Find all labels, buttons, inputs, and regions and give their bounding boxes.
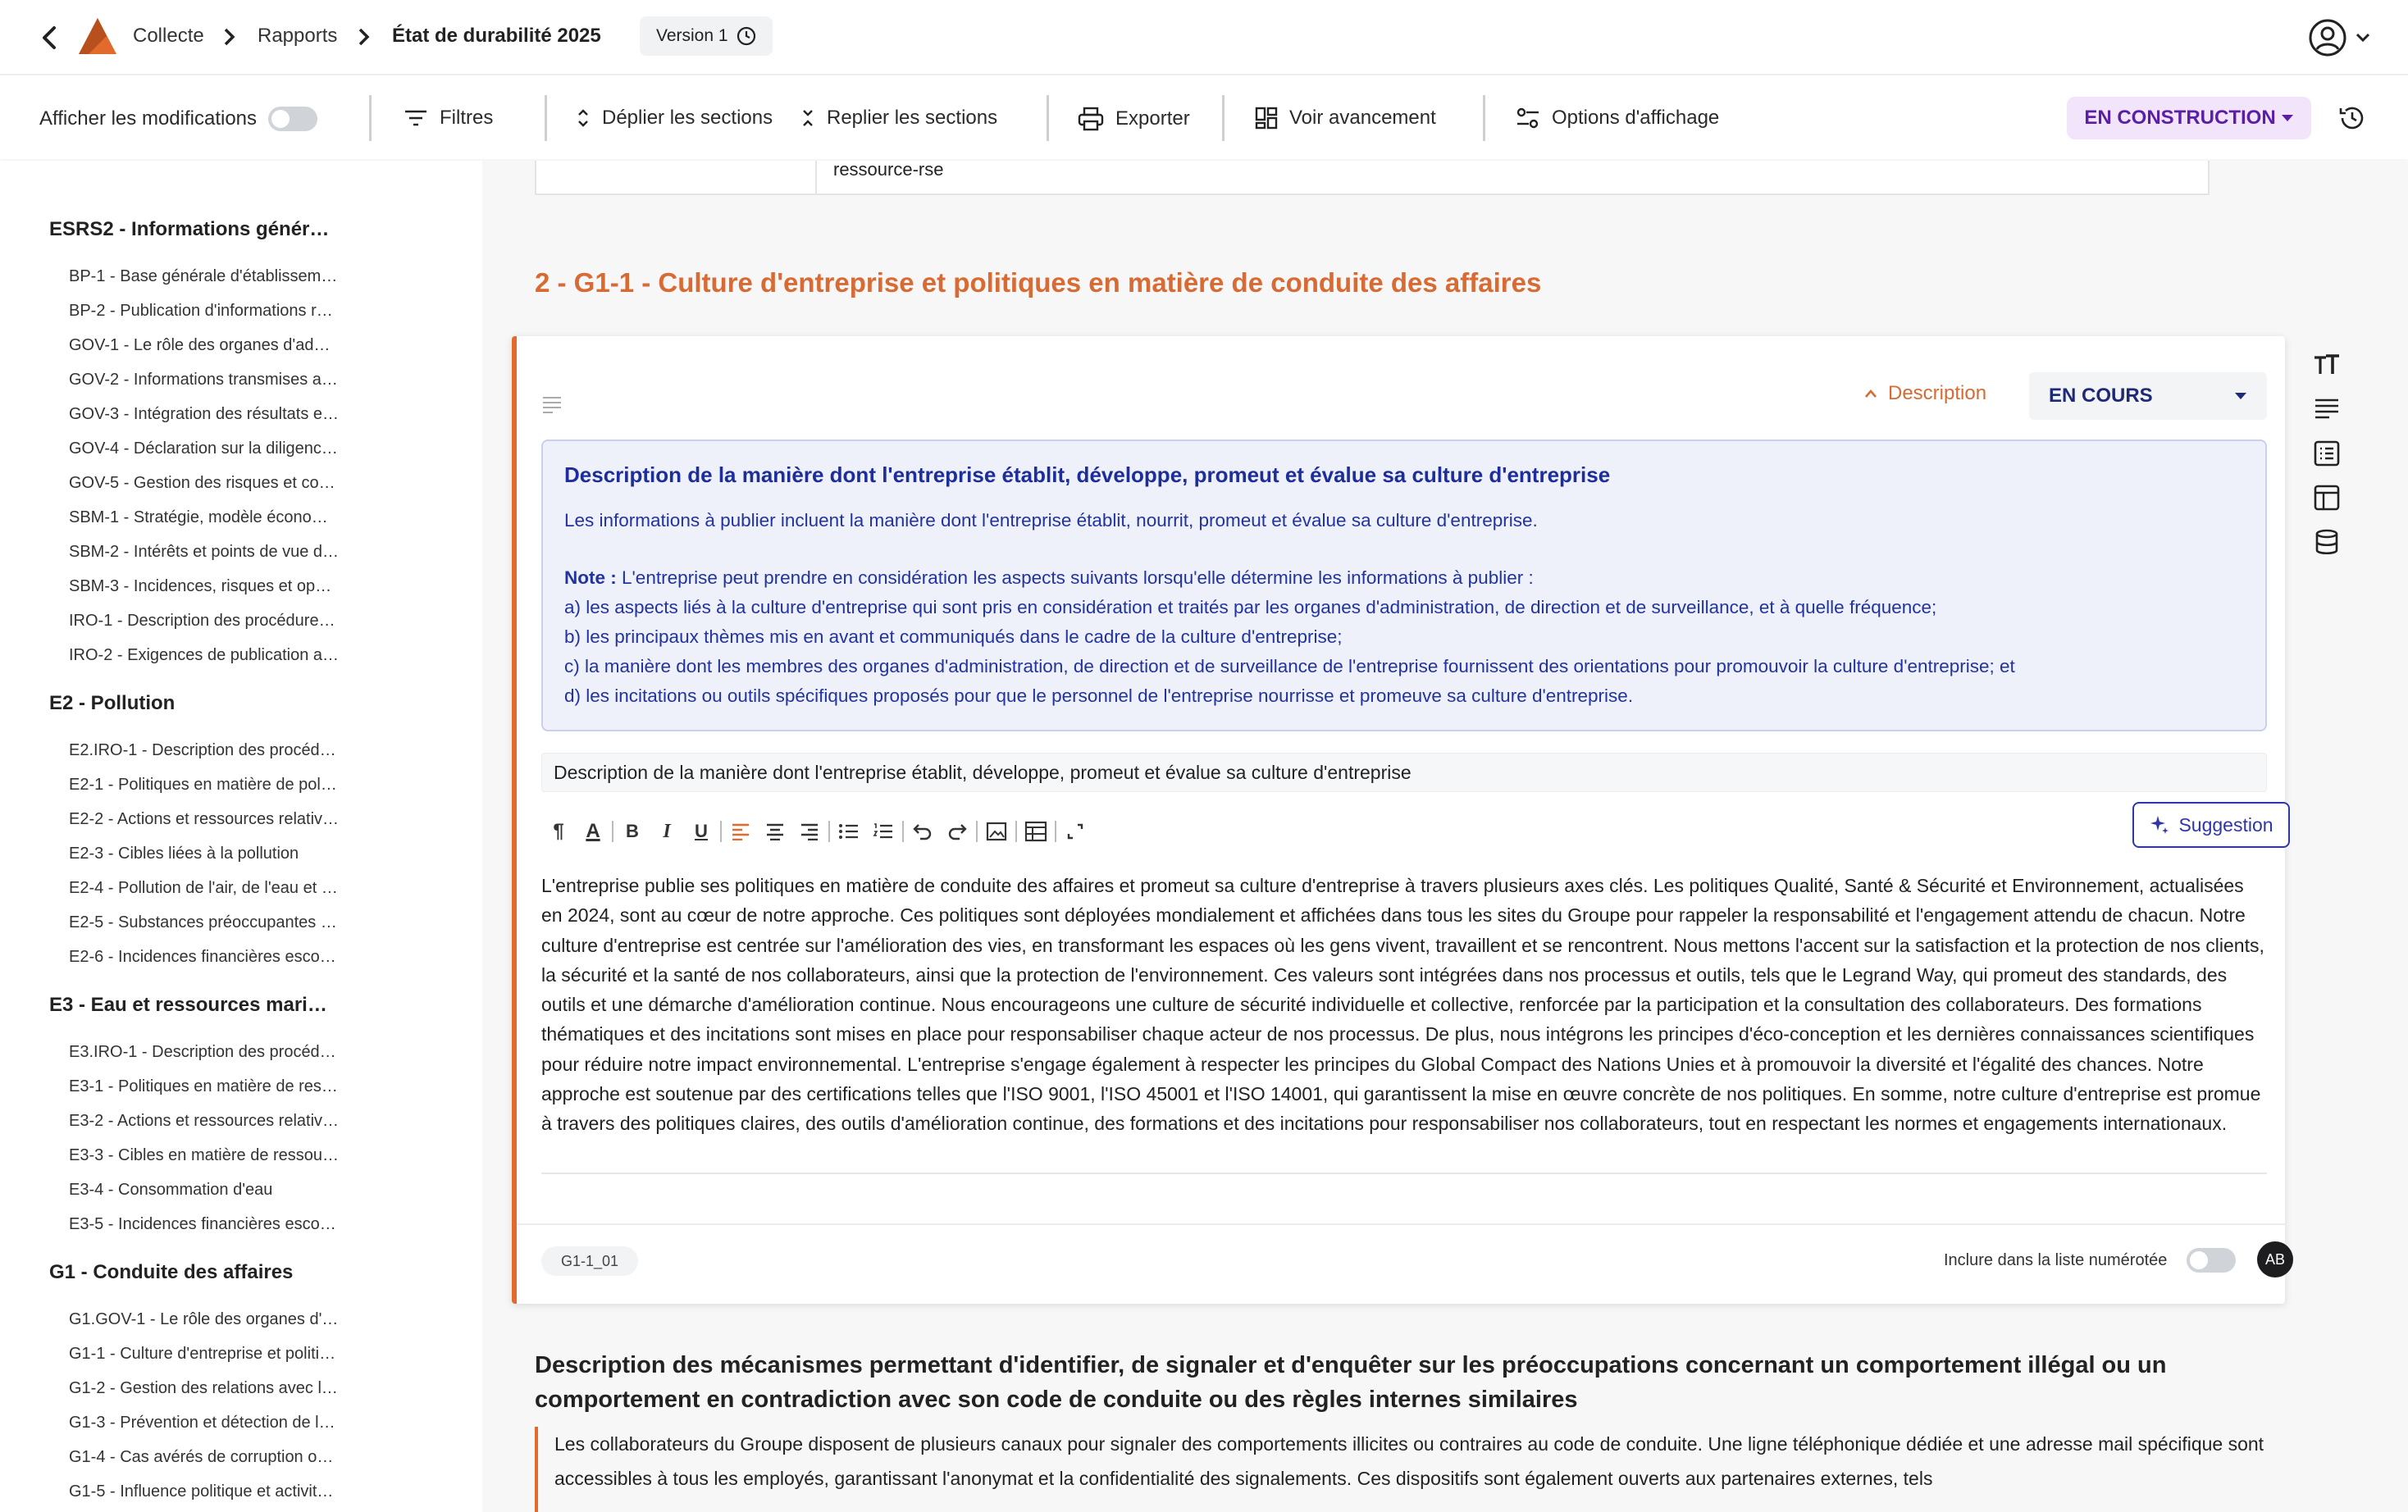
breadcrumb-current-report: État de durabilité 2025 — [392, 25, 601, 47]
dashboard-icon — [1255, 107, 1278, 130]
table-cell-divider — [815, 161, 817, 194]
report-content — [482, 161, 2408, 1512]
datapoint-status-label: EN COURS — [2049, 385, 2153, 407]
sidebar-item[interactable]: E3-2 - Actions et ressources relativ… — [69, 1112, 340, 1130]
suggestion-label: Suggestion — [2178, 813, 2273, 836]
sidebar-section-esrs2[interactable]: ESRS2 - Informations génér… — [49, 218, 330, 240]
list-box-icon[interactable] — [2313, 439, 2341, 467]
display-options-button[interactable] — [1516, 107, 1719, 130]
sidebar-item[interactable]: G1-4 - Cas avérés de corruption o… — [69, 1448, 334, 1466]
text-color-icon[interactable]: A — [586, 820, 600, 842]
sidebar-item[interactable]: G1-2 - Gestion des relations avec l… — [69, 1379, 338, 1397]
numbered-list-icon[interactable] — [866, 815, 901, 848]
table-layout-icon[interactable] — [2313, 484, 2341, 512]
display-options-label: Options d'affichage — [1552, 107, 1720, 129]
guidance-point: a) les aspects liés à la culture d'entreprise qui sont pris en considération et traités par les organes d'administration, de direction et de surveillance, et à quelle fréquence; — [564, 597, 1937, 617]
sidebar-item[interactable]: E3-5 - Incidences financières esco… — [69, 1215, 336, 1233]
ai-suggestion-button[interactable] — [2132, 802, 2290, 848]
image-icon[interactable] — [979, 815, 1014, 848]
sidebar-item[interactable]: BP-1 - Base générale d'établissem… — [69, 267, 338, 285]
report-status-label: EN CONSTRUCTION — [2084, 107, 2276, 129]
sidebar-item[interactable]: E2.IRO-1 - Description des procéd… — [69, 741, 336, 759]
collapse-sections-button[interactable] — [800, 107, 997, 130]
align-center-icon[interactable] — [758, 815, 792, 848]
filters-label: Filtres — [440, 107, 494, 129]
description-toggle[interactable] — [1863, 382, 1986, 405]
sidebar-item[interactable]: E2-3 - Cibles liées à la pollution — [69, 845, 299, 863]
report-toolbar — [0, 77, 2408, 159]
guidance-panel — [541, 439, 2267, 731]
bold-icon[interactable]: B — [626, 821, 639, 841]
table-icon[interactable] — [1019, 815, 1053, 848]
sidebar-item[interactable]: GOV-3 - Intégration des résultats e… — [69, 405, 340, 423]
sidebar-section-e3[interactable]: E3 - Eau et ressources mari… — [49, 994, 327, 1016]
toggle-switch[interactable] — [268, 107, 317, 131]
chevron-down-icon[interactable] — [2354, 30, 2372, 46]
collapse-icon — [800, 107, 815, 129]
sparkle-icon — [2149, 814, 2170, 836]
app-logo — [77, 16, 118, 56]
editor-divider — [541, 1173, 2267, 1174]
sidebar-section-e2[interactable]: E2 - Pollution — [49, 692, 176, 714]
datapoint-status-select[interactable] — [2029, 372, 2267, 420]
guidance-title: Description de la manière dont l'entreprise établit, développe, promeut et évalue sa culture d'entreprise — [564, 462, 1611, 487]
caret-down-icon — [2281, 113, 2294, 123]
toolbar-divider — [1222, 95, 1225, 141]
view-progress-button[interactable] — [1255, 107, 1436, 130]
guidance-note — [564, 563, 2244, 593]
note-text: L'entreprise peut prendre en considération les aspects suivants lorsqu'elle détermine les informations à publier : — [616, 567, 1534, 588]
chevron-right-icon — [354, 25, 374, 49]
breadcrumb-rapports[interactable]: Rapports — [258, 25, 338, 47]
sidebar-navigation — [0, 161, 482, 1512]
settings-sliders-icon — [1516, 107, 1540, 130]
align-left-icon[interactable] — [723, 815, 758, 848]
sidebar-item[interactable]: G1-3 - Prévention et détection de l… — [69, 1414, 335, 1432]
back-arrow-icon[interactable] — [36, 23, 66, 52]
rich-text-editor[interactable]: L'entreprise publie ses politiques en matière de conduite des affaires et promeut sa culture d'entreprise à travers plusieurs axes clés. Les politiques Qualité, Santé & Sécurité et Environnement, actualisées en 2024, sont au cœur de notre approche. Ces politiques sont déployées mondialement et affichées dans tous les sites du Groupe pour rappeler la responsabilité et l'engagement attendu de chacun. Notre culture d'entreprise est centrée sur l'amélioration des vies, en transformant les espaces où les gens vivent, travaillent et se rencontrent. Nous mettons l'accent sur la satisfaction et la protection de nos clients, la sécurité et la santé de nos collaborateurs, ainsi que la protection de l'environnement. Ces valeurs sont intégrées dans nos processus et outils, tels que le Legrand Way, qui promeut des standards, des outils et une démarche d'amélioration continue. Nous encourageons une culture de sécurité individuelle et collective, renforcée par la participation et la consultation des collaborateurs. Des formations thématiques et des incitations sont mises en place pour responsabiliser chaque acteur de nos processus. De plus, nous intégrons les principes d'éco-conception et les dernières connaissances scientifiques pour réduire notre impact environnemental. L'entreprise s'engage également à respecter les principes du Global Compact des Nations Unies et à promouvoir la diversité et l'égalité des chances. Notre approche est soutenue par des certifications telles que l'ISO 9001, l'ISO 45001 et l'ISO 14001, qui garantissent la mise en œuvre concrète de nos politiques. En somme, notre culture d'entreprise est promue à travers des politiques claires, des outils d'amélioration continue, des formations et des incitations pour responsabiliser nos collaborateurs, tout en respectant les normes et engagements internationaux. — [541, 875, 2264, 1135]
sidebar-item[interactable]: BP-2 - Publication d'informations r… — [69, 302, 333, 320]
collapse-sections-label: Replier les sections — [827, 107, 998, 129]
expand-sections-button[interactable] — [576, 107, 773, 130]
sidebar-item[interactable]: E3-4 - Consommation d'eau — [69, 1181, 273, 1199]
toolbar-divider — [369, 95, 372, 141]
sidebar-item[interactable]: GOV-2 - Informations transmises a… — [69, 371, 338, 389]
sidebar-item[interactable]: E2-2 - Actions et ressources relativ… — [69, 810, 340, 828]
export-label: Exporter — [1115, 107, 1190, 130]
sidebar-item[interactable]: GOV-4 - Déclaration sur la diligenc… — [69, 439, 338, 458]
sidebar-item[interactable]: SBM-1 - Stratégie, modèle écono… — [69, 508, 328, 526]
sidebar-item[interactable]: IRO-1 - Description des procédure… — [69, 612, 335, 630]
caret-down-icon — [2234, 391, 2247, 401]
toolbar-divider — [1483, 95, 1485, 141]
include-numbered-list-toggle[interactable] — [2187, 1248, 2236, 1273]
expand-icon — [576, 107, 591, 129]
guidance-point: b) les principaux thèmes mis en avant et communiqués dans le cadre de la culture d'entreprise; — [564, 626, 1343, 647]
filters-button[interactable] — [404, 107, 493, 130]
text-align-icon[interactable] — [2313, 395, 2341, 423]
version-label: Version 1 — [656, 26, 728, 45]
sidebar-item[interactable]: IRO-2 - Exigences de publication a… — [69, 646, 340, 664]
top-header — [0, 0, 2408, 75]
include-numbered-list-label: Inclure dans la liste numérotée — [1944, 1251, 2168, 1269]
sidebar-item[interactable]: E2-6 - Incidences financières esco… — [69, 948, 336, 966]
redo-icon[interactable] — [940, 815, 974, 848]
database-icon[interactable] — [2313, 528, 2341, 556]
breadcrumb-collecte[interactable]: Collecte — [133, 25, 204, 47]
sidebar-item[interactable]: G1-5 - Influence politique et activit… — [69, 1482, 334, 1501]
text-size-icon[interactable] — [2313, 351, 2341, 379]
printer-icon — [1078, 107, 1104, 131]
bullet-list-icon[interactable] — [832, 815, 866, 848]
toolbar-divider — [1047, 95, 1049, 141]
datapoint-card — [512, 336, 2285, 1304]
italic-icon[interactable]: I — [663, 820, 671, 842]
card-footer-divider — [517, 1223, 2285, 1225]
version-badge[interactable] — [640, 16, 773, 56]
view-progress-label: Voir avancement — [1289, 107, 1436, 129]
sidebar-item[interactable]: E3-1 - Politiques en matière de res… — [69, 1077, 338, 1095]
sidebar-item[interactable]: GOV-1 - Le rôle des organes d'ad… — [69, 336, 331, 354]
sidebar-item[interactable]: SBM-2 - Intérêts et points de vue d… — [69, 543, 340, 561]
guidance-intro: Les informations à publier incluent la manière dont l'entreprise établit, nourrit, promeut et évalue sa culture d'entreprise. — [564, 510, 1538, 531]
sidebar-item[interactable]: E3-3 - Cibles en matière de ressou… — [69, 1146, 340, 1164]
sidebar-item[interactable]: E3.IRO-1 - Description des procéd… — [69, 1043, 336, 1061]
sidebar-item[interactable]: SBM-3 - Incidences, risques et op… — [69, 577, 332, 595]
show-changes-toggle[interactable] — [39, 107, 317, 131]
section-title: 2 - G1-1 - Culture d'entreprise et politiques en matière de conduite des affaires — [535, 267, 1542, 298]
sidebar-item[interactable]: GOV-5 - Gestion des risques et co… — [69, 474, 335, 492]
sidebar-item[interactable]: E2-1 - Politiques en matière de pol… — [69, 776, 337, 794]
paragraph-icon[interactable]: ¶ — [553, 820, 564, 842]
avatar[interactable]: AB — [2257, 1241, 2293, 1277]
show-changes-label: Afficher les modifications — [39, 107, 258, 130]
chevron-right-icon — [220, 25, 239, 49]
sidebar-item[interactable]: G1-1 - Culture d'entreprise et politi… — [69, 1345, 336, 1363]
text-block-icon[interactable] — [541, 394, 563, 415]
description-toggle-label: Description — [1888, 382, 1987, 404]
sidebar-item[interactable]: G1.GOV-1 - Le rôle des organes d'… — [69, 1310, 339, 1328]
align-right-icon[interactable] — [792, 815, 827, 848]
next-datapoint-text[interactable]: Les collaborateurs du Groupe disposent de plusieurs canaux pour signaler des comportements illicites ou contraires au code de conduite. Une ligne téléphonique dédiée et une adresse mail spécifique sont accessibles à tous les employés, garantissant l'anonymat et la confidentialité des signalements. Ces dispositifs sont également ouverts aux partenaires externes, tels — [535, 1427, 2265, 1512]
undo-icon[interactable] — [905, 815, 940, 848]
note-label: Note : — [564, 567, 617, 588]
sidebar-section-g1[interactable]: G1 - Conduite des affaires — [49, 1261, 294, 1283]
toolbar-divider — [545, 95, 547, 141]
next-datapoint-title: Description des mécanismes permettant d'identifier, de signaler et d'enquêter sur les préoccupations concernant un comportement illégal ou un comportement en contradiction avec son code de conduite ou des règles internes similaires — [535, 1352, 2167, 1413]
export-button[interactable] — [1078, 107, 1190, 131]
editor-toolbar — [541, 815, 1092, 848]
expand-sections-label: Déplier les sections — [602, 107, 773, 129]
report-status-dropdown[interactable] — [2067, 97, 2311, 139]
filter-icon — [404, 108, 428, 128]
clock-icon — [737, 26, 756, 46]
guidance-point: c) la manière dont les membres des organes d'administration, de direction et de surveillance de l'entreprise fournissent des orientations pour promouvoir la culture d'entreprise; et — [564, 656, 2015, 676]
fullscreen-icon[interactable] — [1058, 815, 1092, 848]
guidance-point: d) les incitations ou outils spécifiques proposés pour que le personnel de l'entreprise nourrisse et promeuve sa culture d'entreprise. — [564, 685, 1634, 706]
chevron-up-icon — [1863, 388, 1878, 399]
table-fragment — [535, 161, 2210, 195]
sidebar-item[interactable]: E2-5 - Substances préoccupantes … — [69, 913, 337, 931]
table-cell: ressource-rse — [833, 161, 944, 180]
user-account-icon[interactable] — [2308, 18, 2347, 57]
underline-icon[interactable]: U — [695, 821, 708, 841]
datapoint-ref-badge: G1-1_01 — [541, 1246, 638, 1276]
requirement-title-field[interactable]: Description de la manière dont l'entreprise établit, développe, promeut et évalue sa culture d'entreprise — [541, 753, 2267, 792]
history-icon[interactable] — [2337, 103, 2367, 133]
sidebar-item[interactable]: E2-4 - Pollution de l'air, de l'eau et … — [69, 879, 338, 897]
